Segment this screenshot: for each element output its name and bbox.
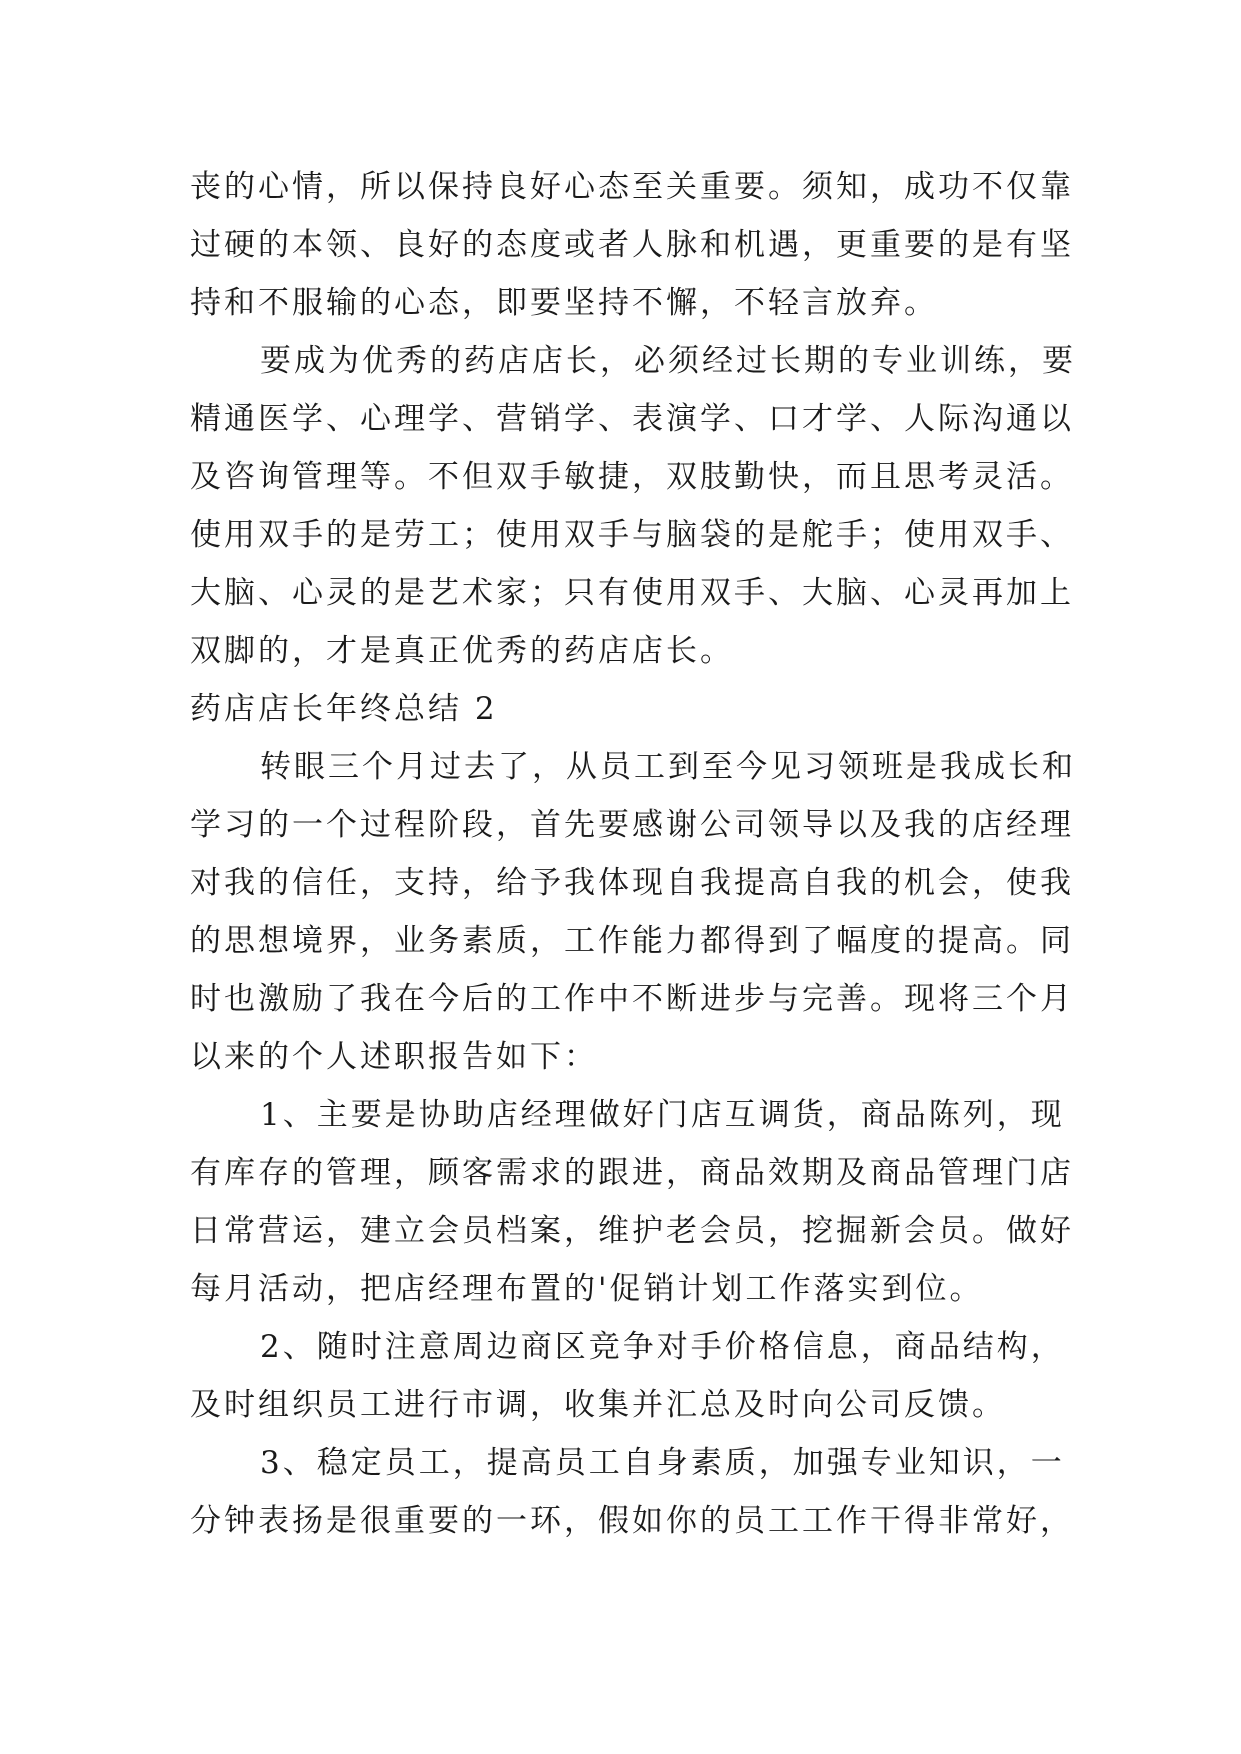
text-line: 要成为优秀的药店店长，必须经过长期的专业训练，要 — [260, 343, 1076, 379]
paragraph-item-2 — [190, 1318, 1070, 1434]
text-line: 对我的信任，支持，给予我体现自我提高自我的机会，使我 — [190, 865, 1074, 901]
text-line: 大脑、心灵的是艺术家；只有使用双手、大脑、心灵再加上 — [190, 575, 1074, 611]
text-line: 以来的个人述职报告如下： — [190, 1039, 598, 1075]
section-title: 药店店长年终总结 2 — [190, 691, 498, 727]
text-line: 3、稳定员工，提高员工自身素质，加强专业知识，一 — [260, 1445, 1065, 1481]
text-line: 持和不服输的心态，即要坚持不懈，不轻言放弃。 — [190, 285, 938, 321]
text-line: 丧的心情，所以保持良好心态至关重要。须知，成功不仅靠 — [190, 169, 1074, 205]
text-line: 分钟表扬是很重要的一环，假如你的员工工作干得非常好， — [190, 1503, 1074, 1539]
text-line: 2、随时注意周边商区竞争对手价格信息，商品结构， — [260, 1329, 1065, 1365]
text-line: 学习的一个过程阶段，首先要感谢公司领导以及我的店经理 — [190, 807, 1074, 843]
paragraph-item-1 — [190, 1086, 1074, 1318]
text-line: 时也激励了我在今后的工作中不断进步与完善。现将三个月 — [190, 981, 1074, 1017]
document-body — [190, 158, 1076, 1550]
text-line: 精通医学、心理学、营销学、表演学、口才学、人际沟通以 — [190, 401, 1074, 437]
text-line: 日常营运，建立会员档案，维护老会员，挖掘新会员。做好 — [190, 1213, 1074, 1249]
paragraph-intro — [190, 738, 1076, 1086]
paragraph-mindset — [190, 158, 1074, 332]
paragraph-excellent-manager — [190, 332, 1076, 680]
text-line: 的思想境界，业务素质，工作能力都得到了幅度的提高。同 — [190, 923, 1074, 959]
text-line: 每月活动，把店经理布置的'促销计划工作落实到位。 — [190, 1271, 984, 1307]
text-line: 1、主要是协助店经理做好门店互调货，商品陈列，现 — [260, 1097, 1065, 1133]
text-line: 转眼三个月过去了，从员工到至今见习领班是我成长和 — [260, 749, 1076, 785]
text-line: 使用双手的是劳工；使用双手与脑袋的是舵手；使用双手、 — [190, 517, 1074, 553]
text-line: 过硬的本领、良好的态度或者人脉和机遇，更重要的是有坚 — [190, 227, 1074, 263]
text-line: 有库存的管理，顾客需求的跟进，商品效期及商品管理门店 — [190, 1155, 1074, 1191]
text-line: 及时组织员工进行市调，收集并汇总及时向公司反馈。 — [190, 1387, 1006, 1423]
paragraph-item-3 — [190, 1434, 1074, 1550]
text-line: 及咨询管理等。不但双手敏捷，双肢勤快，而且思考灵活。 — [190, 459, 1074, 495]
text-line: 双脚的，才是真正优秀的药店店长。 — [190, 633, 734, 669]
